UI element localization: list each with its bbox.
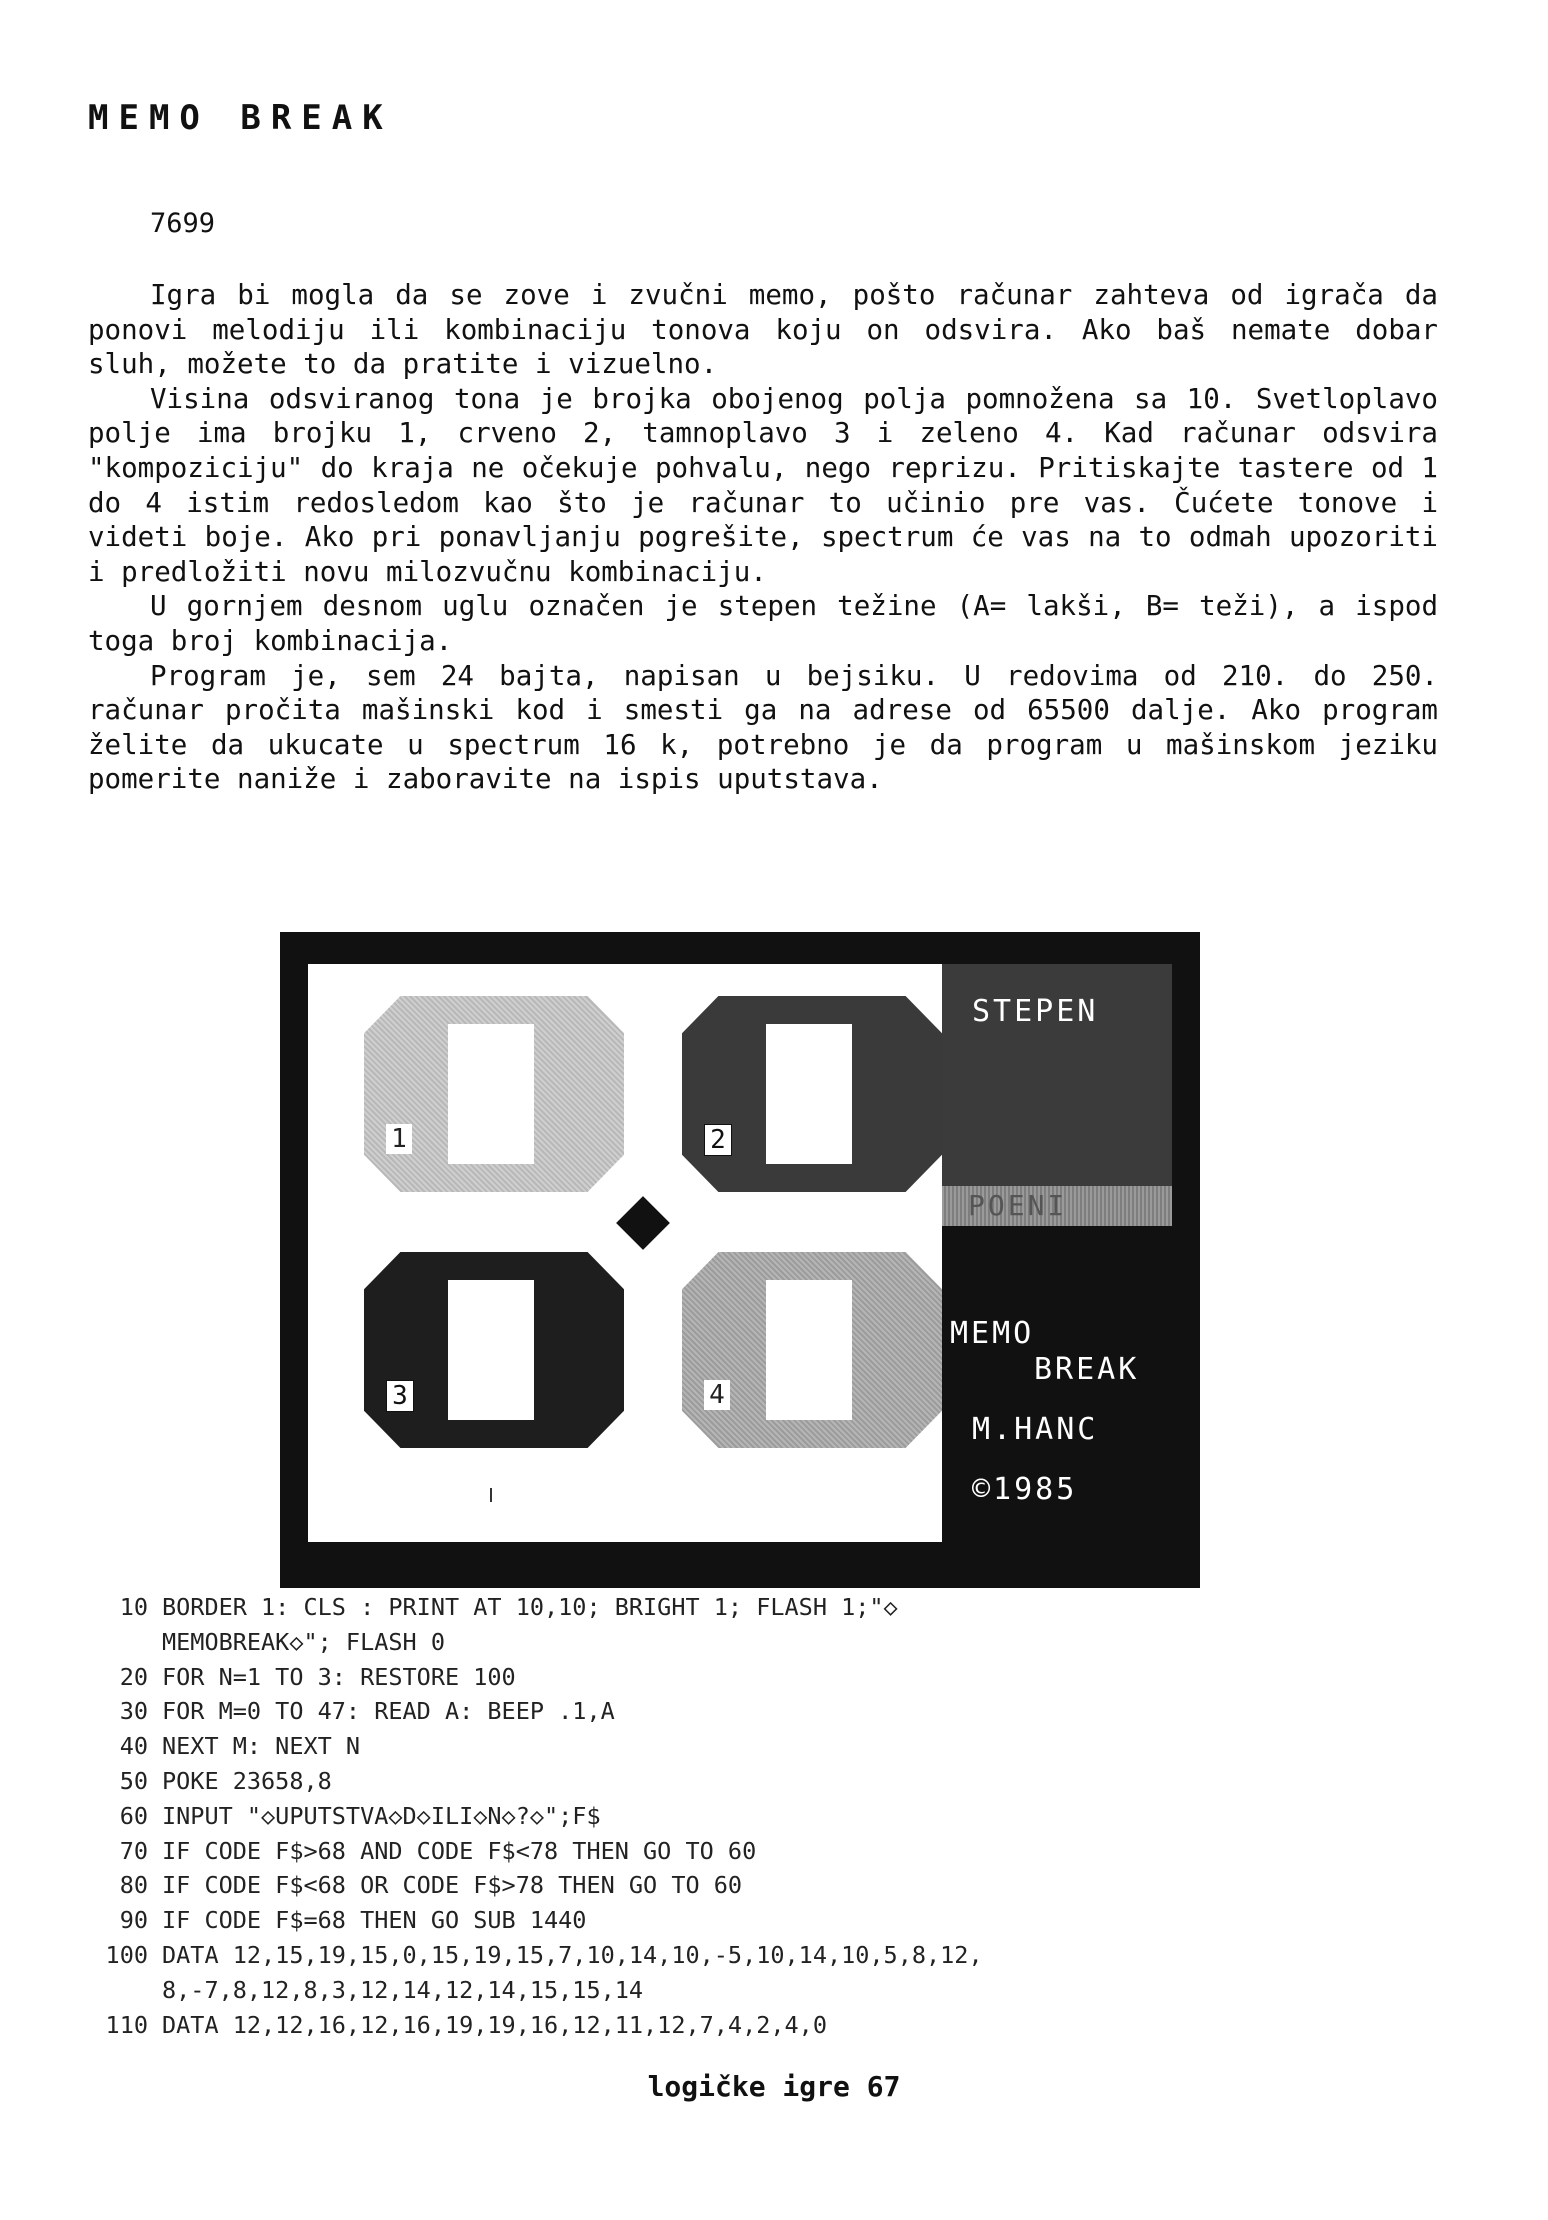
paragraph: Visina odsviranog tona je brojka obojenog polja pomnožena sa 10. Svetloplavo polje ima brojku 1, crveno 2, tamnoplavo 3 i zeleno 4. Kad računar odsvira "kompoziciju" do kraja ne očekuje pohvalu, nego reprizu. Pritiskajte tastere od 1 do 4 istim redosledom kao što je računar to učinio pre vas. Čućete tonove i videti boje. Ako pri ponavljanju pogrešite, spectrum će vas na to odmah upozoriti i predložiti novu milozvučnu kombinaciju. bbox=[88, 382, 1438, 588]
page-footer: logičke igre 67 bbox=[647, 2070, 901, 2103]
code-line bbox=[82, 1799, 1382, 1834]
page-title: MEMO BREAK bbox=[88, 98, 393, 138]
line-number bbox=[82, 1625, 148, 1660]
game-screenshot bbox=[280, 932, 1200, 1588]
field-number: 2 bbox=[704, 1124, 732, 1156]
line-number: 60 bbox=[119, 1801, 148, 1830]
line-text: 8,-7,8,12,8,3,12,14,12,14,15,15,14 bbox=[162, 1975, 644, 2004]
game-title-break: BREAK bbox=[1034, 1352, 1140, 1387]
line-number: 110 bbox=[105, 2010, 148, 2039]
code-line bbox=[82, 1590, 1382, 1625]
game-title-memo: MEMO bbox=[950, 1316, 1035, 1351]
article-body bbox=[88, 278, 1438, 797]
code-line bbox=[82, 2008, 1382, 2043]
paragraph: Igra bi mogla da se zove i zvučni memo, pošto računar zahteva od igrača da ponovi melodiju ili kombinaciju tonova koju on odsvira. Ako baš nemate dobar sluh, možete to da pratite i vizuelno. bbox=[88, 279, 1438, 381]
diamond-icon bbox=[616, 1196, 670, 1250]
line-text: POKE 23658,8 bbox=[162, 1766, 332, 1795]
field-window bbox=[448, 1024, 534, 1164]
code-line bbox=[82, 1938, 1382, 1973]
line-number: 10 bbox=[119, 1593, 148, 1621]
line-number: 70 bbox=[119, 1836, 148, 1865]
line-number: 80 bbox=[119, 1871, 148, 1900]
code-line bbox=[82, 1694, 1382, 1729]
line-text: NEXT M: NEXT N bbox=[162, 1732, 361, 1761]
line-number: 20 bbox=[119, 1662, 148, 1691]
line-number: 90 bbox=[119, 1906, 148, 1935]
paragraph: U gornjem desnom uglu označen je stepen težine (A= lakši, B= teži), a ispod toga broj kombinacija. bbox=[88, 590, 1438, 657]
field-1 bbox=[364, 996, 624, 1192]
author-name: M.HANC bbox=[972, 1412, 1099, 1447]
field-window bbox=[766, 1024, 852, 1164]
field-window bbox=[448, 1280, 534, 1420]
field-3 bbox=[364, 1252, 624, 1448]
score-label: POENI bbox=[968, 1189, 1068, 1222]
line-text: MEMOBREAK◇"; FLASH 0 bbox=[162, 1627, 445, 1656]
code-line bbox=[82, 1729, 1382, 1764]
cursor-mark bbox=[490, 1488, 492, 1502]
line-text: IF CODE F$=68 THEN GO SUB 1440 bbox=[162, 1906, 587, 1935]
line-text: DATA 12,12,16,12,16,19,19,16,12,11,12,7,4,2,4,0 bbox=[162, 2010, 827, 2039]
line-text: FOR M=0 TO 47: READ A: BEEP .1,A bbox=[162, 1697, 615, 1726]
field-number: 1 bbox=[386, 1124, 412, 1154]
line-text: INPUT "◇UPUTSTVA◇D◇ILI◇N◇?◇";F$ bbox=[162, 1801, 601, 1830]
copyright-year: ©1985 bbox=[972, 1472, 1078, 1507]
code-line bbox=[82, 1625, 1382, 1660]
code-line bbox=[82, 1834, 1382, 1869]
play-area bbox=[308, 964, 942, 1542]
level-label: STEPEN bbox=[972, 994, 1099, 1029]
code-line bbox=[82, 1973, 1382, 2008]
line-text: FOR N=1 TO 3: RESTORE 100 bbox=[162, 1662, 516, 1691]
line-text: BORDER 1: CLS : PRINT AT 10,10; BRIGHT 1; FLASH 1;"◇ bbox=[162, 1593, 898, 1621]
code-line bbox=[82, 1660, 1382, 1695]
field-number: 3 bbox=[386, 1380, 414, 1412]
line-number: 30 bbox=[119, 1697, 148, 1726]
field-2 bbox=[682, 996, 942, 1192]
line-number bbox=[82, 1973, 148, 2008]
code-line bbox=[82, 1868, 1382, 1903]
line-text: IF CODE F$>68 AND CODE F$<78 THEN GO TO 60 bbox=[162, 1836, 757, 1865]
line-text: IF CODE F$<68 OR CODE F$>78 THEN GO TO 60 bbox=[162, 1871, 743, 1900]
field-number: 4 bbox=[704, 1380, 730, 1410]
field-window bbox=[766, 1280, 852, 1420]
line-text: DATA 12,15,19,15,0,15,19,15,7,10,14,10,-5,10,14,10,5,8,12, bbox=[162, 1940, 983, 1969]
field-4 bbox=[682, 1252, 942, 1448]
line-number: 40 bbox=[119, 1732, 148, 1761]
code-line bbox=[82, 1903, 1382, 1938]
basic-listing bbox=[82, 1590, 1382, 2042]
line-number: 50 bbox=[119, 1766, 148, 1795]
paragraph: Program je, sem 24 bajta, napisan u bejsiku. U redovima od 210. do 250. računar pročita mašinski kod i smesti ga na adrese od 65500 dalje. Ako program želite da ukucate u spectrum 16 k, potrebno je da program u mašinskom jeziku pomerite naniže i zaboravite na ispis uputstava. bbox=[88, 659, 1438, 796]
code-line bbox=[82, 1764, 1382, 1799]
program-number: 7699 bbox=[150, 208, 216, 239]
line-number: 100 bbox=[105, 1940, 148, 1969]
